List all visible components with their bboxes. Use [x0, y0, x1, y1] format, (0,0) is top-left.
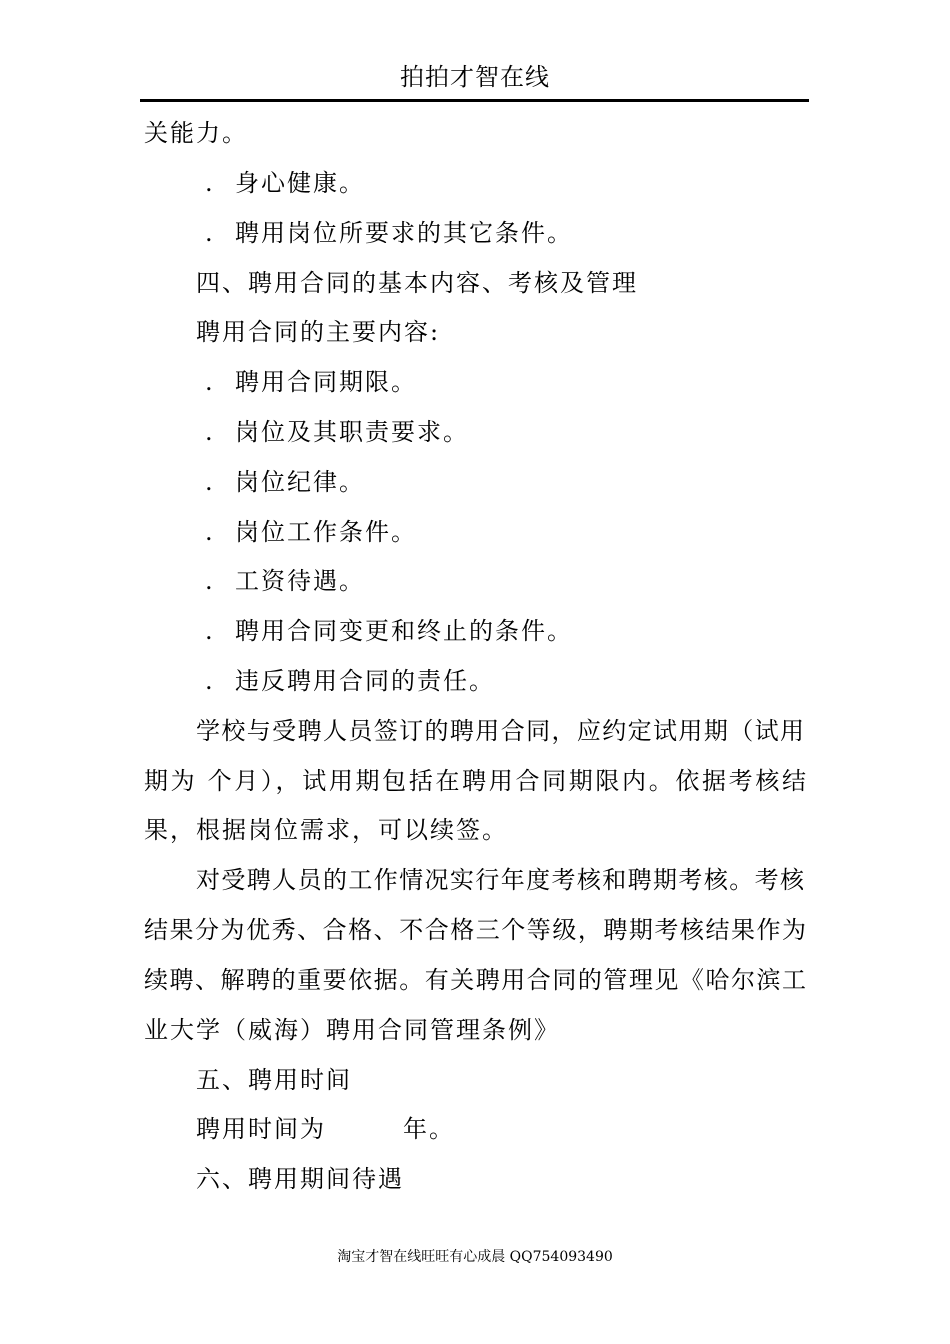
bullet-dot: . [205, 169, 215, 197]
bullet-dot: . [205, 518, 215, 546]
text-line: 聘用时间为 年。 [196, 1115, 456, 1143]
header-divider [140, 99, 809, 102]
paragraph-line: 果，根据岗位需求，可以续签。 [144, 816, 508, 844]
bullet-text: 违反聘用合同的责任。 [235, 667, 495, 695]
bullet-text: 聘用岗位所要求的其它条件。 [235, 219, 573, 247]
bullet-item [205, 168, 365, 198]
bullet-item [205, 566, 365, 596]
page-footer: 淘宝才智在线旺旺有心成晨 QQ754093490 [337, 1249, 613, 1265]
bullet-text: 聘用合同变更和终止的条件。 [235, 617, 573, 645]
bullet-item [205, 417, 469, 447]
text-line: 聘用合同的主要内容: [196, 318, 441, 346]
paragraph-line: 业大学（威海）聘用合同管理条例》 [144, 1016, 560, 1044]
bullet-dot: . [205, 368, 215, 396]
bullet-dot: . [205, 567, 215, 595]
paragraph-line: 续聘、解聘的重要依据。有关聘用合同的管理见《哈尔滨工 [144, 966, 806, 994]
text-line: 关能力。 [144, 119, 248, 147]
bullet-dot: . [205, 667, 215, 695]
bullet-item [205, 616, 573, 646]
bullet-text: 工资待遇。 [235, 567, 365, 595]
bullet-text: 聘用合同期限。 [235, 368, 417, 396]
paragraph-line: 对受聘人员的工作情况实行年度考核和聘期考核。考核 [196, 866, 804, 894]
bullet-dot: . [205, 219, 215, 247]
bullet-dot: . [205, 418, 215, 446]
section-heading: 四、聘用合同的基本内容、考核及管理 [196, 269, 638, 297]
bullet-dot: . [205, 468, 215, 496]
section-heading: 五、聘用时间 [196, 1066, 352, 1094]
paragraph-line: 学校与受聘人员签订的聘用合同，应约定试用期（试用 [196, 717, 804, 745]
paragraph-line: 结果分为优秀、合格、不合格三个等级，聘期考核结果作为 [144, 916, 806, 944]
bullet-item [205, 517, 417, 547]
bullet-dot: . [205, 617, 215, 645]
bullet-item [205, 666, 495, 696]
bullet-text: 身心健康。 [235, 169, 365, 197]
bullet-item [205, 218, 573, 248]
section-heading: 六、聘用期间待遇 [196, 1165, 404, 1193]
bullet-text: 岗位及其职责要求。 [235, 418, 469, 446]
bullet-item [205, 467, 365, 497]
page-header-title: 拍拍才智在线 [400, 63, 550, 91]
bullet-text: 岗位纪律。 [235, 468, 365, 496]
bullet-item [205, 367, 417, 397]
paragraph-line: 期为 个月），试用期包括在聘用合同期限内。依据考核结 [144, 767, 806, 795]
bullet-text: 岗位工作条件。 [235, 518, 417, 546]
